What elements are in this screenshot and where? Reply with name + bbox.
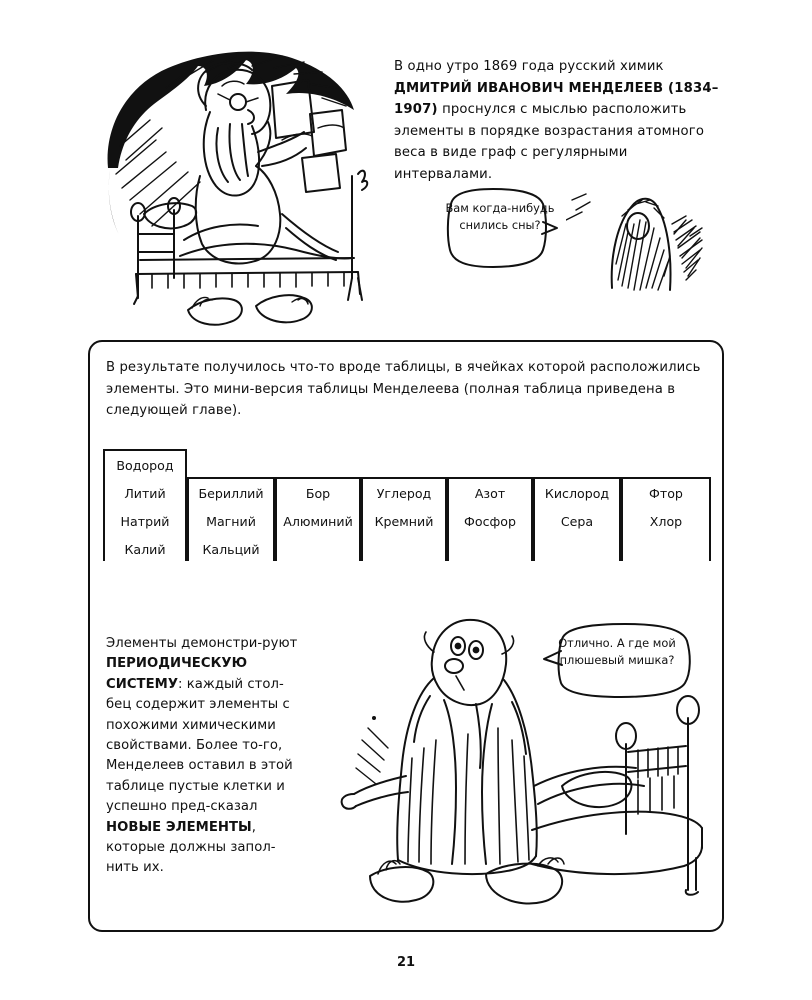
table-cell: Литий	[124, 485, 166, 501]
periodic-text-part-2: : каждый стол-бец содержит элементы с похожими химическими свойствами. Более то-го, Менделеев оставил в этой таблице пустые клетки и успешно пред-сказал	[106, 676, 293, 815]
mini-periodic-table	[103, 449, 711, 561]
table-cell	[535, 535, 619, 563]
table-cell	[623, 535, 709, 563]
table-column-7	[621, 477, 711, 561]
panel-paragraph: В результате получилось что-то вроде таблицы, в ячейках которой расположились элементы. Это мини-версия таблицы Менделеева (полная таблица приведена в следующей главе).	[106, 360, 701, 418]
table-cell: Кальций	[202, 541, 260, 557]
table-cell: Калий	[124, 541, 166, 557]
table-column-6	[533, 477, 621, 561]
speech-bubble-top-text: Вам когда-нибудь снились сны?	[445, 201, 555, 232]
table-cell: Хлор	[649, 513, 683, 529]
table-column-4	[361, 477, 447, 561]
table-cell: Натрий	[120, 513, 170, 529]
dream-sketch-figure	[566, 176, 716, 294]
speech-bubble-bottom	[541, 621, 693, 699]
table-cell: Кремний	[374, 513, 434, 529]
table-cell: Углерод	[376, 485, 432, 501]
periodic-text-part-3: , которые должны запол-нить их.	[106, 819, 276, 876]
table-column-1	[103, 449, 187, 561]
mendeleev-years-bold: 1907)	[394, 102, 438, 117]
periodic-system-paragraph	[106, 634, 302, 879]
table-cell: Азот	[474, 485, 506, 501]
table-cell: Сера	[560, 513, 594, 529]
table-cell	[363, 535, 445, 563]
mendeleev-name-bold: ДМИТРИЙ ИВАНОВИЧ МЕНДЕЛЕЕВ (1834–	[394, 80, 719, 96]
speech-bubble-bottom-text: Отлично. А где мой плюшевый мишка?	[558, 636, 676, 667]
table-cell: Бор	[305, 485, 331, 501]
illustration-mendeleev-dreaming	[96, 28, 392, 328]
table-cell	[277, 535, 359, 563]
table-cell: Бериллий	[198, 485, 264, 501]
periodic-text-part-1: Элементы демонстри-руют	[106, 636, 298, 651]
new-elements-bold: НОВЫЕ ЭЛЕМЕНТЫ	[106, 819, 252, 835]
intro-line-1: В одно утро 1869 года русский химик	[394, 59, 664, 74]
intro-rest: проснулся с мыслью расположить элементы в порядке возрастания атомного веса в виде граф с регулярными интервалами.	[394, 102, 705, 182]
table-cell: Алюминий	[283, 513, 353, 529]
table-cell: Фтор	[649, 485, 683, 501]
table-cell	[449, 535, 531, 563]
speech-bubble-top	[441, 186, 559, 270]
periodic-system-bold: ПЕРИОДИЧЕСКУЮ СИСТЕМУ	[106, 656, 248, 692]
table-cell: Водород	[116, 457, 174, 473]
table-column-2	[187, 477, 275, 561]
page-number: 21	[396, 955, 416, 970]
table-cell: Магний	[206, 513, 256, 529]
table-column-3	[275, 477, 361, 561]
table-cell: Фосфор	[464, 513, 516, 529]
table-column-5	[447, 477, 533, 561]
intro-paragraph	[394, 56, 724, 185]
table-cell: Кислород	[544, 485, 610, 501]
